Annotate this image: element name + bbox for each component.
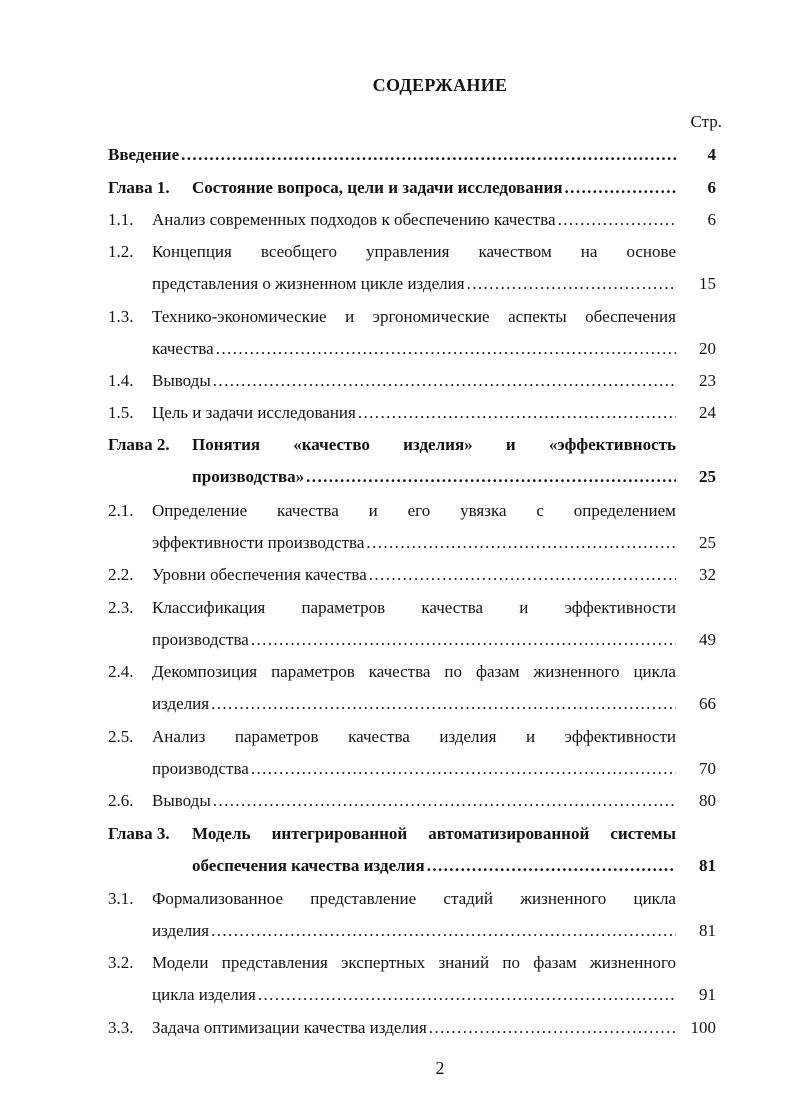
toc-entry-page: 4 xyxy=(707,145,716,164)
toc-entry-number: 3.2. xyxy=(108,953,134,972)
toc-entry-number: 2.1. xyxy=(108,501,134,520)
toc-entry-title: Анализ современных подходов к обеспечению качества xyxy=(152,210,556,229)
toc-entry xyxy=(108,789,716,813)
dot-leader xyxy=(366,531,676,555)
toc-entry xyxy=(108,660,716,684)
dot-leader xyxy=(358,401,676,425)
toc-entry-page: 70 xyxy=(699,759,716,778)
toc-entry xyxy=(108,240,716,264)
toc-entry-title-line2: качества xyxy=(152,339,214,358)
toc-entry-number: 1.1. xyxy=(108,210,134,229)
toc-entry-page: 25 xyxy=(699,467,716,486)
toc-entry xyxy=(108,369,716,393)
toc-entry-page: 32 xyxy=(699,565,716,584)
toc-entry-title: Задача оптимизации качества изделия xyxy=(152,1018,427,1037)
toc-entry-page: 20 xyxy=(699,339,716,358)
toc-entry-continuation xyxy=(108,692,716,716)
toc-entry-title: Введение xyxy=(108,145,180,164)
dot-leader xyxy=(213,369,676,393)
dot-leader xyxy=(306,465,676,489)
page-title: СОДЕРЖАНИЕ xyxy=(372,75,508,95)
toc-entry-continuation xyxy=(108,854,716,878)
toc-entry-title-line1: Декомпозиция параметров качества по фазам жизненного цикла xyxy=(152,662,676,681)
dot-leader xyxy=(251,628,676,652)
toc-entry-number: 2.4. xyxy=(108,662,134,681)
toc-entry-continuation xyxy=(108,272,716,296)
toc-entry-title-line1: Модель интегрированной автоматизированной системы xyxy=(192,824,676,843)
toc-entry xyxy=(108,563,716,587)
toc-entry-page: 91 xyxy=(699,985,716,1004)
toc-entry-title-line1: Понятия «качество изделия» и «эффективность xyxy=(192,435,676,454)
toc-entry xyxy=(108,401,716,425)
toc-entry-title-line1: Концепция всеобщего управления качеством на основе xyxy=(152,242,676,261)
toc-entry-number: Глава 1. xyxy=(108,178,170,197)
dot-leader xyxy=(427,854,676,878)
toc-entry-title-line2: обеспечения качества изделия xyxy=(192,856,425,875)
toc-entry-page: 15 xyxy=(699,274,716,293)
toc-entry xyxy=(108,887,716,911)
toc-entry-page: 81 xyxy=(699,856,716,875)
toc-entry-title: Цель и задачи исследования xyxy=(152,403,356,422)
toc-entry xyxy=(108,433,716,457)
toc-entry-page: 25 xyxy=(699,533,716,552)
toc-entry-page: 23 xyxy=(699,371,716,390)
toc-entry-title: Выводы xyxy=(152,791,211,810)
toc-entry-page: 6 xyxy=(707,210,716,229)
dot-leader xyxy=(181,143,676,167)
toc-entry xyxy=(108,499,716,523)
toc-entry-number: 1.2. xyxy=(108,242,134,261)
dot-leader xyxy=(565,176,676,200)
toc-entry-title-line2: представления о жизненном цикле изделия xyxy=(152,274,465,293)
toc-entry-number: 2.2. xyxy=(108,565,134,584)
toc-entry-title-line1: Технико-экономические и эргономические аспекты обеспечения xyxy=(152,307,676,326)
toc-entry-continuation xyxy=(108,465,716,489)
dot-leader xyxy=(467,272,676,296)
dot-leader xyxy=(429,1016,676,1040)
toc-entry-title-line1: Классификация параметров качества и эффективности xyxy=(152,598,676,617)
toc-entry-number: 1.4. xyxy=(108,371,134,390)
toc-entry xyxy=(108,596,716,620)
dot-leader xyxy=(216,337,676,361)
toc-entry xyxy=(108,176,716,200)
toc-entry xyxy=(108,143,716,167)
dot-leader xyxy=(558,208,676,232)
toc-entry xyxy=(108,822,716,846)
toc-entry-continuation xyxy=(108,919,716,943)
toc-entry-number: 3.1. xyxy=(108,889,134,908)
toc-entry-page: 100 xyxy=(690,1018,716,1037)
page-column-label: Стр. xyxy=(690,112,722,131)
toc-entry-continuation xyxy=(108,628,716,652)
toc-entry-number: 1.5. xyxy=(108,403,134,422)
toc-entry-number: Глава 2. xyxy=(108,435,170,454)
toc-entry-continuation xyxy=(108,531,716,555)
toc-entry-number: 3.3. xyxy=(108,1018,134,1037)
page-number: 2 xyxy=(435,1058,445,1078)
toc-entry-page: 6 xyxy=(707,178,716,197)
toc-entry xyxy=(108,208,716,232)
toc-entry-title-line2: производства xyxy=(152,759,249,778)
toc-entry-page: 49 xyxy=(699,630,716,649)
toc-entry-title-line2: изделия xyxy=(152,694,210,713)
dot-leader xyxy=(211,919,676,943)
toc-entry-title-line1: Анализ параметров качества изделия и эффективности xyxy=(152,727,676,746)
toc-entry xyxy=(108,305,716,329)
toc-entry-title-line2: производства xyxy=(152,630,249,649)
toc-entry-title-line2: изделия xyxy=(152,921,210,940)
toc-entry xyxy=(108,1016,716,1040)
dot-leader xyxy=(213,789,676,813)
toc-entry-title: Состояние вопроса, цели и задачи исследования xyxy=(192,178,563,197)
toc-entry-title: Выводы xyxy=(152,371,211,390)
toc-entry-page: 81 xyxy=(699,921,716,940)
toc-entry-title-line1: Модели представления экспертных знаний по фазам жизненного xyxy=(152,953,676,972)
dot-leader xyxy=(369,563,676,587)
toc-entry-number: Глава 3. xyxy=(108,824,170,843)
toc-entry-continuation xyxy=(108,337,716,361)
toc-entry-title-line2: производства» xyxy=(192,467,305,486)
toc-entry xyxy=(108,951,716,975)
toc-entry-title-line2: цикла изделия xyxy=(152,985,256,1004)
toc-entry-number: 2.5. xyxy=(108,727,134,746)
toc-entry-page: 66 xyxy=(699,694,716,713)
toc-entry xyxy=(108,725,716,749)
toc-entry-title-line2: эффективности производства xyxy=(152,533,365,552)
toc-entry-title: Уровни обеспечения качества xyxy=(152,565,367,584)
toc-entry-page: 80 xyxy=(699,791,716,810)
toc-entry-number: 1.3. xyxy=(108,307,134,326)
dot-leader xyxy=(258,983,676,1007)
toc-entry-title-line1: Формализованное представление стадий жизненного цикла xyxy=(152,889,676,908)
toc-entry-continuation xyxy=(108,757,716,781)
toc-entry-title-line1: Определение качества и его увязка с определением xyxy=(152,501,676,520)
toc-entry-number: 2.6. xyxy=(108,791,134,810)
toc-entry-page: 24 xyxy=(699,403,716,422)
toc-entry-number: 2.3. xyxy=(108,598,134,617)
dot-leader xyxy=(251,757,676,781)
toc-entry-continuation xyxy=(108,983,716,1007)
dot-leader xyxy=(211,692,676,716)
